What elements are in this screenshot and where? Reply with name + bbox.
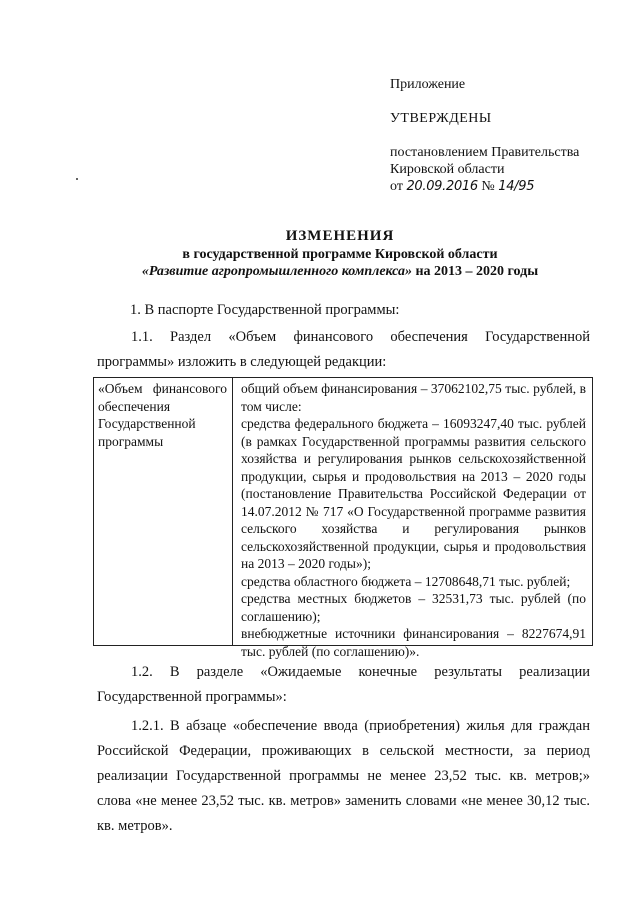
table-right-cell [233, 378, 592, 659]
doc-heading: ИЗМЕНЕНИЯ [285, 228, 395, 244]
paragraph-1: 1. В паспорте Государственной программы: [130, 302, 400, 318]
financing-federal: средства федерального бюджета – 16093247,40 тыс. рублей (в рамках Государственной программы развития сельского хозяйства и регулирования рынков сельскохозяйственной продукции, сырья и продовольствия на 2013 – 2020 годы (постановление Правительства Российской Федерации от 14.07.2012 № 717 «О Государственной программе развития сельского хозяйства и регулирования рынков сельскохозяйственной продукции, сырья и продовольствия на 2013 – 2020 годы»); [241, 416, 586, 571]
paragraph-1-1: 1.1. Раздел «Объем финансового обеспечения Государственной программы» изложить в следующей редакции: [97, 329, 590, 370]
approved-label: УТВЕРЖДЕНЫ [390, 111, 492, 126]
decree-date: 20.09.2016 [406, 179, 478, 194]
appendix-label: Приложение [390, 77, 466, 92]
doc-subheading: в государственной программе Кировской области [182, 247, 498, 262]
program-name: «Развитие агропромышленного комплекса» [141, 264, 412, 279]
scan-speck [76, 178, 78, 180]
financing-extrabudgetary: внебюджетные источники финансирования – 8227674,91 тыс. рублей (по соглашению)». [241, 626, 586, 659]
financing-regional: средства областного бюджета – 12708648,71 тыс. рублей; [241, 573, 571, 589]
financing-table [93, 377, 593, 659]
decree-number: 14/95 [498, 179, 535, 194]
doc-program-name [80, 264, 600, 280]
paragraph-1-2: 1.2. В разделе «Ожидаемые конечные результаты реализации Государственной программы»: [97, 664, 590, 705]
date-prefix: от [390, 179, 403, 194]
approval-stamp [390, 76, 620, 195]
decree-line-2: Кировской области [390, 162, 505, 177]
decree-date-line [390, 178, 620, 195]
decree-block [390, 144, 620, 195]
table-left-cell: «Объем финансового обеспечения Государственной программы [94, 378, 233, 645]
financing-total: общий объем финансирования – 37062102,75 тыс. рублей, в том числе: [241, 381, 586, 414]
financing-local: средства местных бюджетов – 32531,73 тыс. рублей (по соглашению); [241, 591, 586, 624]
program-years: на 2013 – 2020 годы [415, 264, 539, 279]
paragraph-1-2-1: 1.2.1. В абзаце «обеспечение ввода (приобретения) жилья для граждан Российской Федерации, проживающих в сельской местности, за период реализации Государственной программы не менее 23,52 тыс. кв. метров;» слова «не менее 23,52 тыс. кв. метров» заменить словами «не менее 30,12 тыс. кв. метров». [97, 718, 590, 834]
decree-line-1: постановлением Правительства [390, 145, 580, 160]
number-prefix: № [481, 179, 495, 194]
